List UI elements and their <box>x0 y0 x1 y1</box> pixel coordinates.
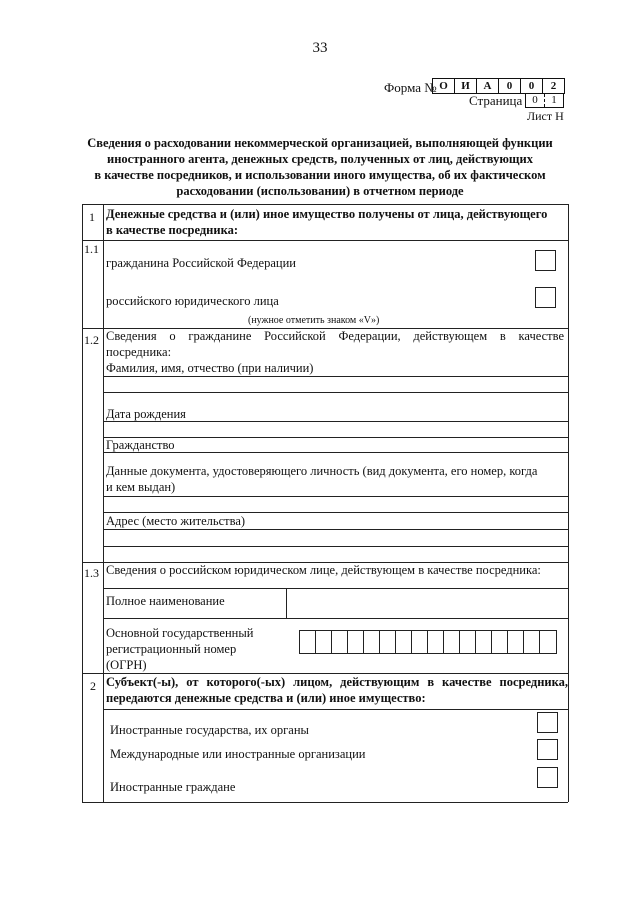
page-number-cells <box>525 93 564 108</box>
number-column-divider <box>103 204 104 802</box>
form-code-cell: 2 <box>550 80 557 92</box>
section-heading-line: Денежные средства и (или) иное имущество получены от лица, действующего <box>106 207 548 221</box>
ogrn-digit-cell[interactable] <box>316 631 332 653</box>
identity-doc-label-line: Данные документа, удостоверяющего личность (вид документа, его номер, когда <box>106 464 538 478</box>
section-number: 2 <box>90 679 96 693</box>
ogrn-digit-cell[interactable] <box>300 631 316 653</box>
legal-full-name-label: Полное наименование <box>106 594 225 608</box>
ogrn-label-line: регистрационный номер <box>106 642 237 656</box>
section-number: 1 <box>89 210 95 224</box>
form-number-label: Форма № <box>384 80 437 95</box>
ogrn-digit-cell[interactable] <box>348 631 364 653</box>
title-line: расходовании (использовании) в отчетном периоде <box>176 184 464 198</box>
field-line <box>103 588 568 589</box>
option-legal-entity-label: российского юридического лица <box>106 294 279 308</box>
table-border-top <box>82 204 568 205</box>
table-border-left <box>82 204 83 802</box>
foreign-citizens-checkbox[interactable] <box>537 767 558 788</box>
title-line: иностранного агента, денежных средств, полученных от лиц, действующих <box>107 152 533 166</box>
foreign-states-checkbox[interactable] <box>537 712 558 733</box>
section-heading-line: Субъект(-ы), от которого(-ых) лицом, действующим в качестве посредника, <box>106 675 568 689</box>
form-code-cell: О <box>433 79 455 93</box>
ogrn-label-line: Основной государственный <box>106 626 254 640</box>
ogrn-digit-cell[interactable] <box>476 631 492 653</box>
form-code-cell: А <box>477 79 499 93</box>
subsection-heading: Сведения о гражданине Российской Федерации, действующем в качестве <box>106 329 564 343</box>
subsection-heading: Сведения о российском юридическом лице, действующем в качестве посредника: <box>106 563 541 577</box>
section-number: 1.2 <box>84 333 99 347</box>
citizen-checkbox[interactable] <box>535 250 556 271</box>
page-digit-cell: 1 <box>551 94 557 106</box>
section-heading-line: в качестве посредника: <box>106 223 238 237</box>
ogrn-digit-cell[interactable] <box>380 631 396 653</box>
table-border-right <box>568 204 569 802</box>
ogrn-label <box>106 625 253 673</box>
page-digit-cell: 0 <box>526 94 545 107</box>
field-line <box>103 546 568 547</box>
ogrn-digit-cell[interactable] <box>412 631 428 653</box>
form-code-cell: 0 <box>521 79 543 93</box>
full-name-label: Фамилия, имя, отчество (при наличии) <box>106 361 314 375</box>
option-citizen-label: гражданина Российской Федерации <box>106 256 296 270</box>
field-divider <box>286 588 287 618</box>
page-number: 33 <box>312 40 328 56</box>
ogrn-label-line: (ОГРН) <box>106 658 147 672</box>
form-code-cells <box>432 78 565 94</box>
birth-date-label: Дата рождения <box>106 407 186 421</box>
field-line <box>103 496 568 497</box>
form-code-cell: И <box>455 79 477 93</box>
field-line <box>103 392 568 393</box>
sheet-label: Лист Н <box>527 109 564 123</box>
ogrn-digit-cell[interactable] <box>540 631 556 653</box>
option-foreign-orgs-label: Международные или иностранные организации <box>110 747 366 761</box>
page-label: Страница <box>469 93 523 108</box>
legal-entity-checkbox[interactable] <box>535 287 556 308</box>
field-line <box>103 376 568 377</box>
ogrn-digit-cell[interactable] <box>524 631 540 653</box>
citizenship-label: Гражданство <box>106 438 175 452</box>
ogrn-digit-cell[interactable] <box>492 631 508 653</box>
section-heading <box>106 206 564 238</box>
section-number: 1.3 <box>84 566 99 580</box>
title-line: в качестве посредников, и использовании иного имущества, об их фактическом <box>94 168 546 182</box>
ogrn-digit-cell[interactable] <box>332 631 348 653</box>
field-line <box>103 529 568 530</box>
foreign-orgs-checkbox[interactable] <box>537 739 558 760</box>
identity-doc-label <box>106 463 566 495</box>
option-foreign-citizens-label: Иностранные граждане <box>110 780 236 794</box>
section-heading <box>106 674 568 706</box>
ogrn-digit-cell[interactable] <box>364 631 380 653</box>
ogrn-digit-cell[interactable] <box>428 631 444 653</box>
field-line <box>103 709 568 710</box>
ogrn-digit-cell[interactable] <box>396 631 412 653</box>
ogrn-digit-cell[interactable] <box>508 631 524 653</box>
subsection-heading-cont: посредника: <box>106 345 172 359</box>
section-number: 1.1 <box>84 242 99 256</box>
checkbox-note: (нужное отметить знаком «V») <box>248 315 380 326</box>
option-foreign-states-label: Иностранные государства, их органы <box>110 723 309 737</box>
document-title <box>70 135 570 199</box>
ogrn-digit-cell[interactable] <box>460 631 476 653</box>
identity-doc-label-line: и кем выдан) <box>106 480 176 494</box>
ogrn-digit-cell[interactable] <box>444 631 460 653</box>
form-code-cell: 0 <box>499 79 521 93</box>
field-line <box>103 618 568 619</box>
address-label: Адрес (место жительства) <box>106 514 246 528</box>
table-border-bottom <box>82 802 568 803</box>
title-line: Сведения о расходовании некоммерческой организацией, выполняющей функции <box>87 136 553 150</box>
ogrn-input-cells[interactable] <box>299 630 557 654</box>
section-heading-line: передаются денежные средства и (или) иное имущество: <box>106 691 426 705</box>
row-divider <box>82 240 568 241</box>
